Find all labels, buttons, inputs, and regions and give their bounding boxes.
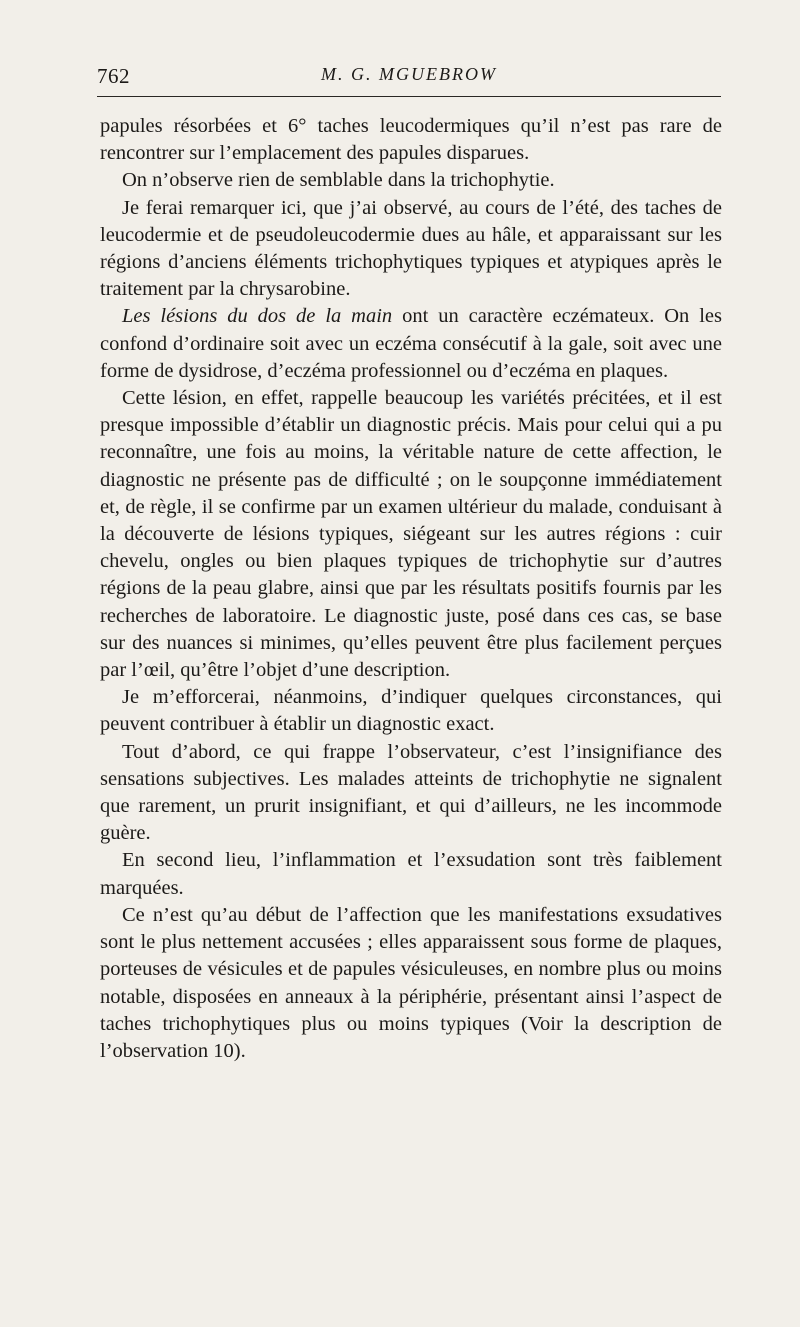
paragraph: Je ferai remarquer ici, que j’ai observé, au cours de l’été, des taches de leucodermie et de pseudoleucodermie dues au hâle, et apparaissant sur les régions d’anciens éléments trichophytiques typiques et atypiques après le traitement par la chrysarobine. — [100, 196, 722, 301]
paragraph: Tout d’abord, ce qui frappe l’observateur, c’est l’insignifiance des sensations subjectives. Les malades atteints de trichophytie ne signalent que rarement, un prurit insignifiant, et qui d’ailleurs, ne les incommode guère. — [100, 740, 722, 845]
paragraph: Cette lésion, en effet, rappelle beaucoup les variétés précitées, et il est presque impossible d’établir un diagnostic précis. Mais pour celui qui a pu reconnaître, une fois au moins, la véritable nature de cette affection, le diagnostic ne présente pas de difficulté ; on le soupçonne immédiatement et, de règle, il se confirme par un examen ultérieur du malade, conduisant à la découverte de lésions typiques, siégeant sur les autres régions : cuir chevelu, ongles ou bien plaques typiques de trichophytie sur d’autres régions de la peau glabre, ainsi que par les résultats positifs fournis par les recherches de laboratoire. Le diagnostic juste, posé dans ces cas, se base sur des nuances si minimes, qu’elles peuvent être plus facilement perçues par l’œil, qu’être l’objet d’une description. — [100, 387, 722, 682]
paragraph: Ce n’est qu’au début de l’affection que les manifestations exsudatives sont le plus nettement accusées ; elles apparaissent sous forme de plaques, porteuses de vésicules et de papules vésiculeuses, en nombre plus ou moins notable, disposées en anneaux à la périphérie, présentant ainsi l’aspect de taches trichophytiques plus ou moins typiques (Voir la description de l’observation 10). — [100, 903, 722, 1062]
header-rule — [97, 96, 721, 97]
page-number: 762 — [97, 64, 130, 88]
paragraph: On n’observe rien de semblable dans la trichophytie. — [122, 169, 555, 192]
paragraph: En second lieu, l’inflammation et l’exsudation sont très faiblement marquées. — [100, 849, 722, 899]
paragraph: Je m’efforcerai, néanmoins, d’indiquer quelques circonstances, qui peuvent contribuer à établir un diagnostic exact. — [100, 686, 722, 736]
paragraph-text: ont un caractère eczémateux. On les confond d’ordinaire soit avec un eczéma consécutif à la gale, soit avec une forme de dysidrose, d’eczéma professionnel ou d’eczéma en plaques. — [100, 305, 722, 382]
page-header — [97, 60, 721, 94]
italic-lead: Les lésions du dos de la main — [122, 305, 393, 328]
paragraph: papules résorbées et 6° taches leucodermiques qu’il n’est pas rare de rencontrer sur l’emplacement des papules disparues. — [100, 115, 722, 165]
body-text — [100, 113, 722, 1065]
paragraph — [100, 303, 722, 385]
running-head: M. G. MGUEBROW — [321, 64, 497, 84]
